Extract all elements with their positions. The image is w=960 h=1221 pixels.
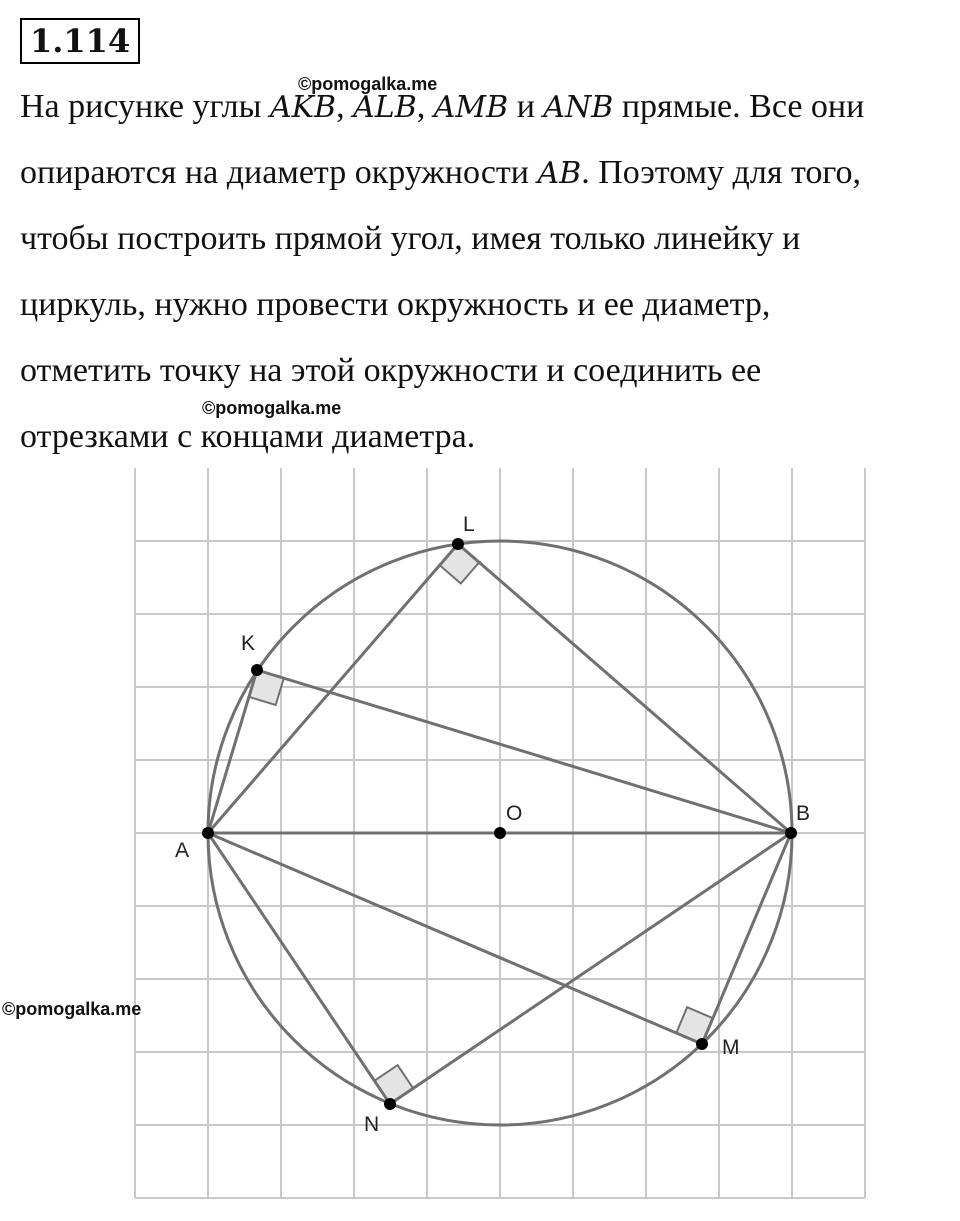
angle-amb: AMB [433, 90, 509, 125]
watermark: ©pomogalka.me [2, 999, 142, 1019]
text-segment: опираются на диаметр окружности [20, 154, 538, 191]
text-line-5: отметить точку на этой окружности и соединить ее [20, 352, 762, 389]
watermark: ©pomogalka.me [298, 74, 438, 94]
point-l [452, 538, 464, 550]
text-segment: , [336, 88, 354, 125]
point-n [384, 1098, 396, 1110]
segment-an [208, 833, 390, 1104]
point-o [494, 827, 506, 839]
text-segment: На рисунке углы [20, 88, 270, 125]
segment-kb [257, 670, 791, 833]
angle-akb: AKB [269, 90, 337, 125]
right-angle-l [440, 544, 479, 584]
text-line-4: циркуль, нужно провести окружность и ее диаметр, [20, 286, 771, 323]
watermark: ©pomogalka.me [202, 398, 342, 418]
segment-lb [458, 544, 791, 833]
point-m [696, 1038, 708, 1050]
text-segment: . Поэтому для того, [581, 154, 861, 191]
angle-anb: ANB [543, 90, 614, 125]
point-b [785, 827, 797, 839]
segment-am [208, 833, 702, 1044]
label-b: B [796, 802, 811, 825]
point-labels [175, 513, 810, 1136]
problem-number: 1.114 [20, 18, 140, 64]
label-m: M [722, 1036, 740, 1059]
point-a [202, 827, 214, 839]
point-k [251, 664, 263, 676]
segment-nb [390, 833, 791, 1104]
text-line-6: отрезками с концами диаметра. [20, 418, 476, 455]
text-segment: и [508, 88, 544, 125]
label-a: A [175, 839, 190, 862]
segment-ak [208, 670, 257, 833]
label-k: K [241, 632, 256, 655]
text-segment: прямые. Все они [613, 88, 865, 125]
label-o: O [506, 802, 523, 825]
segment-ab: AB [537, 156, 582, 191]
text-segment: , [416, 88, 434, 125]
label-l: L [463, 513, 475, 536]
text-line-3: чтобы построить прямой угол, имея только линейку и [20, 220, 801, 257]
label-n: N [364, 1113, 380, 1136]
angle-alb: ALB [353, 90, 417, 125]
